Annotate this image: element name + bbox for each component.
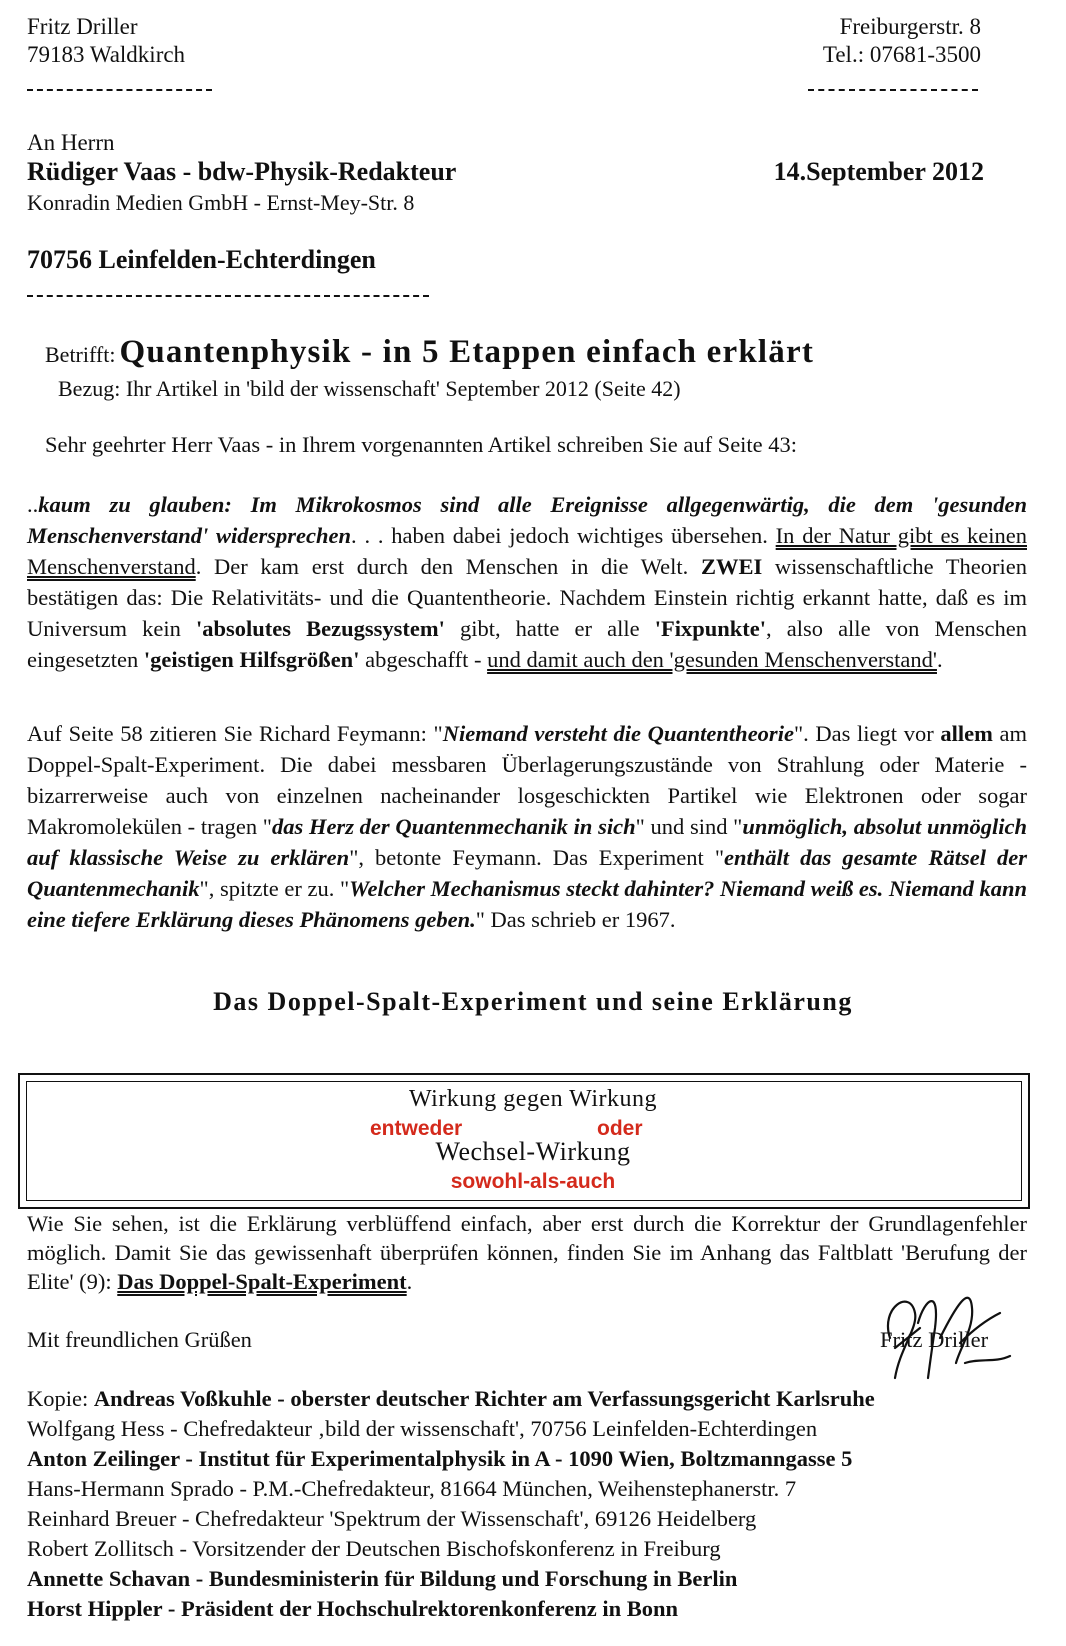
subject-title: Quantenphysik - in 5 Etappen einfach erklärt bbox=[119, 334, 815, 370]
box-line-1: Wirkung gegen Wirkung bbox=[408, 1086, 658, 1112]
sender-name: Fritz Driller bbox=[27, 14, 138, 39]
sender-street: Freiburgerstr. 8 bbox=[839, 14, 981, 39]
para1-text: .. bbox=[27, 492, 39, 517]
para2-text: ". Das liegt vor bbox=[793, 721, 941, 746]
copy-entry: Annette Schavan - Bundesministerin für Bildung und Forschung in Berlin bbox=[27, 1566, 738, 1591]
para2-quote: Niemand versteht die Quantentheorie bbox=[442, 721, 794, 746]
box-line-2: Wechsel-Wirkung bbox=[435, 1137, 631, 1166]
para1-text: gibt, hatte er alle bbox=[444, 616, 655, 641]
copy-entry: Horst Hippler - Präsident der Hochschulrektorenkonferenz in Bonn bbox=[27, 1596, 679, 1621]
para2-text: ", spitzte er zu. " bbox=[199, 876, 350, 901]
subject-label: Betrifft: bbox=[45, 342, 116, 367]
signature-name: Fritz Driller bbox=[880, 1327, 989, 1352]
para1-text: abgeschafft - bbox=[359, 647, 488, 672]
box-red-oder: oder bbox=[597, 1117, 643, 1140]
box-red-sowohl: sowohl-als-auch bbox=[450, 1170, 616, 1193]
para1-underlined-conclusion: und damit auch den 'gesunden Menschenverstand' bbox=[487, 647, 937, 672]
para2-quote: das Herz der Quantenmechanik in sich bbox=[271, 814, 636, 839]
copy-recipient: Andreas Voßkuhle - oberster deutscher Richter am Verfassungsgericht Karlsruhe bbox=[93, 1386, 875, 1411]
paragraph-2 bbox=[27, 718, 1027, 935]
para1-emphasis: 'Fixpunkte' bbox=[654, 616, 766, 641]
letter-date: 14.September 2012 bbox=[773, 157, 984, 186]
subject-line bbox=[45, 334, 814, 371]
recipient-divider bbox=[27, 295, 429, 297]
header-divider-right bbox=[808, 89, 978, 91]
copy-list bbox=[27, 1384, 875, 1624]
copy-entry: Hans-Hermann Sprado - P.M.-Chefredakteur, 81664 München, Weihenstephanerstr. 7 bbox=[27, 1476, 797, 1501]
box-red-entweder: entweder bbox=[370, 1117, 463, 1140]
recipient-city: 70756 Leinfelden-Echterdingen bbox=[27, 245, 376, 274]
para1-quote: kaum zu glauben: Im Mikrokosmos sind alle Ereignisse allgegenwärtig, die dem 'gesunden Menschenverstand' widersprechen bbox=[27, 492, 1027, 548]
header-divider-left bbox=[27, 89, 212, 91]
para2-text: Auf Seite 58 zitieren Sie Richard Feymann: " bbox=[27, 721, 443, 746]
para1-text: wissenschaftliche Theorien bestätigen das: Die Relativitäts- und die Quantentheorie. Nachdem Einstein richtig erkannt hatte, daß es im Universum kein bbox=[27, 554, 1027, 641]
greeting: Sehr geehrter Herr Vaas - in Ihrem vorgenannten Artikel schreiben Sie auf Seite 43: bbox=[45, 432, 798, 457]
para1-text: . Der kam erst durch den Menschen in die Welt. bbox=[195, 554, 701, 579]
para1-emphasis: 'absolutes Bezugssystem' bbox=[195, 616, 445, 641]
para3-text: Wie Sie sehen, ist die Erklärung verblüffend einfach, aber erst durch die Korrektur der Grundlagenfehler möglich. Damit Sie das gewissenhaft überprüfen können, finden Sie im Anhang das Faltblatt 'Berufung der Elite' (9): bbox=[27, 1211, 1027, 1294]
para2-text: " Das schrieb er 1967. bbox=[475, 907, 676, 932]
para3-text: . bbox=[406, 1269, 413, 1294]
copy-entry: Wolfgang Hess - Chefredakteur ‚bild der wissenschaft', 70756 Leinfelden-Echterdingen bbox=[27, 1416, 818, 1441]
copy-entry: Robert Zollitsch - Vorsitzender der Deutschen Bischofskonferenz in Freiburg bbox=[27, 1536, 721, 1561]
para2-emphasis: allem bbox=[940, 721, 993, 746]
copy-entry bbox=[27, 1384, 875, 1414]
para1-emphasis: ZWEI bbox=[700, 554, 763, 579]
para1-underlined-claim: In der Natur gibt es keinen Menschenverstand bbox=[27, 523, 1027, 579]
closing: Mit freundlichen Grüßen bbox=[27, 1327, 252, 1352]
section-title: Das Doppel-Spalt-Experiment und seine Erklärung bbox=[213, 987, 853, 1016]
copy-label: Kopie: bbox=[27, 1386, 94, 1411]
recipient-name: Rüdiger Vaas - bdw-Physik-Redakteur bbox=[27, 157, 457, 186]
sender-phone: Tel.: 07681-3500 bbox=[822, 42, 981, 67]
para2-text: ", betonte Feymann. Das Experiment " bbox=[349, 845, 725, 870]
para1-text: . bbox=[936, 647, 943, 672]
handwritten-signature bbox=[860, 1268, 1020, 1393]
para2-text: am Doppel-Spalt-Experiment. Die dabei messbaren Überlagerungszustände von Strahlung oder Materie - bizarrerweise auch von einzelnen nacheinander losgeschickten Partikel wie Elektronen oder sogar Makromolekülen - tragen " bbox=[27, 721, 1027, 839]
reference-line: Bezug: Ihr Artikel in 'bild der wissenschaft' September 2012 (Seite 42) bbox=[58, 376, 681, 401]
para2-text: " und sind " bbox=[635, 814, 743, 839]
para2-quote: unmöglich, absolut unmöglich auf klassische Weise zu erklären bbox=[27, 814, 1027, 870]
para1-emphasis: 'geistigen Hilfsgrößen' bbox=[143, 647, 360, 672]
para3-attachment-title: Das Doppel-Spalt-Experiment bbox=[117, 1269, 407, 1294]
para1-text: , also alle von Menschen eingesetzten bbox=[27, 616, 1027, 672]
para1-text: . . . haben dabei jedoch wichtiges übersehen. bbox=[351, 523, 776, 548]
copy-entry: Anton Zeilinger - Institut für Experimentalphysik in A - 1090 Wien, Boltzmanngasse 5 bbox=[27, 1446, 853, 1471]
recipient-company: Konradin Medien GmbH - Ernst-Mey-Str. 8 bbox=[27, 190, 415, 215]
para2-quote: Welcher Mechanismus steckt dahinter? Niemand weiß es. Niemand kann eine tiefere Erklärung dieses Phänomens geben. bbox=[27, 876, 1027, 932]
recipient-salutation: An Herrn bbox=[27, 130, 115, 155]
copy-entry: Reinhard Breuer - Chefredakteur 'Spektrum der Wissenschaft', 69126 Heidelberg bbox=[27, 1506, 757, 1531]
paragraph-1 bbox=[27, 489, 1027, 675]
sender-city: 79183 Waldkirch bbox=[27, 42, 186, 67]
para2-quote: enthält das gesamte Rätsel der Quantenmechanik bbox=[27, 845, 1027, 901]
